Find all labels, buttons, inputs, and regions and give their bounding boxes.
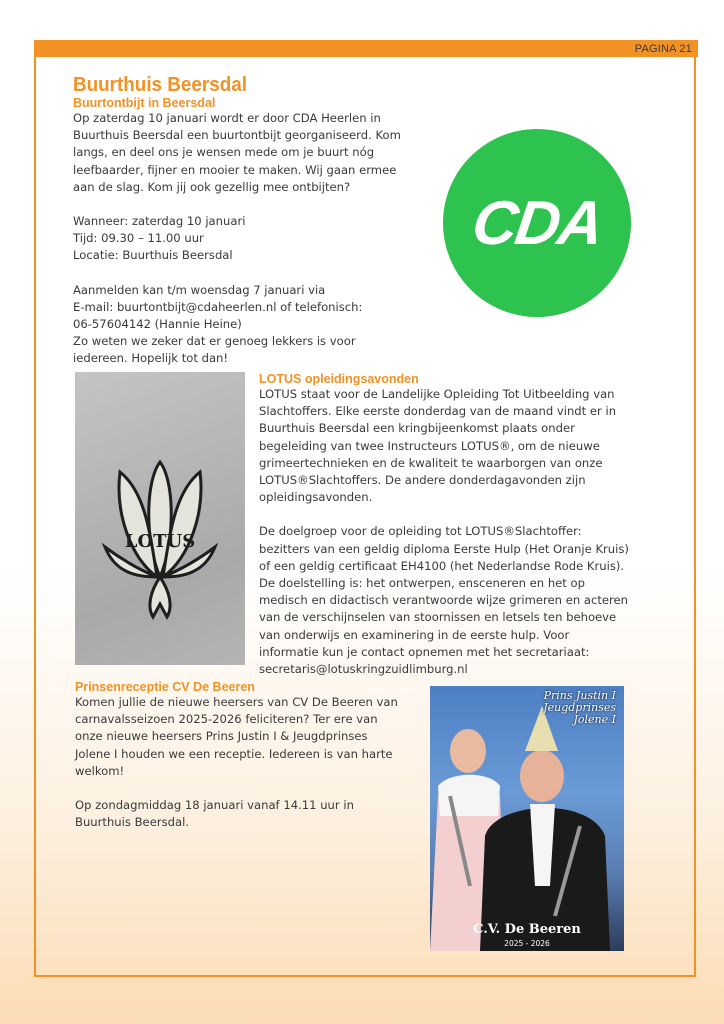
receptie-paragraph-2: [75, 797, 425, 831]
section-buurtontbijt: [73, 96, 433, 368]
text-line: langs, en deel ons je wensen mede om je buurt nóg: [73, 145, 375, 160]
text-line: Wanneer: zaterdag 10 januari: [73, 214, 246, 229]
text-line: Slachtoffers. Elke eerste donderdag van de maand vindt er in: [259, 404, 617, 419]
text-line: LOTUS staat voor de Landelijke Opleiding Tot Uitbeelding van: [259, 387, 615, 401]
text-line: Op zaterdag 10 januari wordt er door CDA Heerlen in: [73, 111, 381, 125]
lotus-pin-letters: LOTUS: [124, 531, 196, 552]
text-line: bezitters van een geldig diploma Eerste Hulp (Het Oranje Kruis): [259, 541, 629, 556]
lotus-pin-image: [75, 372, 245, 665]
lotus-paragraph-2: [259, 523, 679, 678]
receptie-paragraph-1: [75, 694, 425, 780]
text-line: of een geldig certificaat EH4100 (het Nederlandse Rode Kruis).: [259, 558, 625, 573]
text-line: Buurthuis Beersdal een kringbijeenkomst plaats onder: [259, 421, 575, 436]
prince-photo-caption: Prins Justin I Jeugdprinses Jolene I: [543, 689, 616, 726]
intro-paragraph: [73, 110, 433, 196]
section-lotus: [259, 372, 679, 678]
text-line: medisch en didactisch verantwoorde wijze grimeren en acteren: [259, 593, 629, 608]
text-line: LOTUS®Slachtoffers. De andere donderdagavonden zijn: [259, 473, 586, 488]
text-line: begeleiding van twee Instructeurs LOTUS®, om de nieuwe: [259, 438, 600, 453]
text-line: 06-57604142 (Hannie Heine): [73, 317, 242, 332]
lotus-paragraph-1: [259, 386, 679, 506]
lotus-pin-icon: [75, 372, 245, 665]
text-line: Op zondagmiddag 18 januari vanaf 14.11 uur in: [75, 798, 354, 813]
text-line: van onderwijs en examinering in de eerste hulp. Voor: [259, 627, 570, 642]
text-line: aan de slag. Kom jij ook gezellig mee ontbijten?: [73, 179, 351, 194]
text-line: De doelgroep voor de opleiding tot LOTUS®Slachtoffer:: [259, 524, 582, 539]
page-number: PAGINA 21: [634, 43, 692, 55]
cda-logo: [443, 129, 631, 317]
text-line: van de verschijnselen van stoornissen en letsels ten behoeve: [259, 610, 617, 625]
text-line: iedereen. Hopelijk tot dan!: [73, 351, 229, 366]
text-line: informatie kun je contact opnemen met het secretariaat:: [259, 644, 590, 659]
text-line: Tijd: 09.30 – 11.00 uur: [73, 231, 204, 246]
prince-photo: [430, 686, 624, 951]
section-heading: LOTUS opleidingsavonden: [259, 372, 419, 386]
text-line: Zo weten we zeker dat er genoeg lekkers is voor: [73, 334, 356, 349]
text-line: Buurthuis Beersdal.: [75, 815, 190, 830]
text-line: opleidingsavonden.: [259, 490, 373, 505]
club-name: C.V. De Beeren: [473, 922, 581, 937]
text-line: Jolene I houden we een receptie. Iedereen is van harte: [75, 746, 393, 761]
text-line: Aanmelden kan t/m woensdag 7 januari via: [73, 282, 326, 297]
text-line: welkom!: [75, 763, 125, 778]
text-line: leefbaarder, fijner en mooier te maken. Wij gaan ermee: [73, 162, 397, 177]
text-line: De doelstelling is: het ontwerpen, ensceneren en het op: [259, 576, 585, 591]
section-prinsenreceptie: [75, 680, 425, 831]
page-title: Buurthuis Beersdal: [73, 73, 247, 96]
season-label: 2025 - 2026: [504, 939, 550, 948]
signup-info: [73, 282, 433, 368]
text-line: carnavalsseizoen 2025-2026 feliciteren? Ter ere van: [75, 712, 378, 727]
cda-logo-text: CDA: [467, 188, 607, 258]
text-line: Buurthuis Beersdal een buurtontbijt georganiseerd. Kom: [73, 128, 401, 143]
section-heading: Buurtontbijt in Beersdal: [73, 96, 216, 110]
text-line: E-mail: buurtontbijt@cdaheerlen.nl of telefonisch:: [73, 299, 363, 314]
text-line: Locatie: Buurthuis Beersdal: [73, 248, 233, 263]
text-line: Komen jullie de nieuwe heersers van CV De Beeren van: [75, 695, 398, 709]
text-line: onze nieuwe heersers Prins Justin I & Jeugdprinses: [75, 729, 368, 744]
text-line: secretaris@lotuskringzuidlimburg.nl: [259, 662, 468, 677]
event-details: [73, 213, 433, 265]
section-heading: Prinsenreceptie CV De Beeren: [75, 680, 255, 694]
text-line: grimeertechnieken en de kwaliteit te waarborgen van onze: [259, 455, 603, 470]
